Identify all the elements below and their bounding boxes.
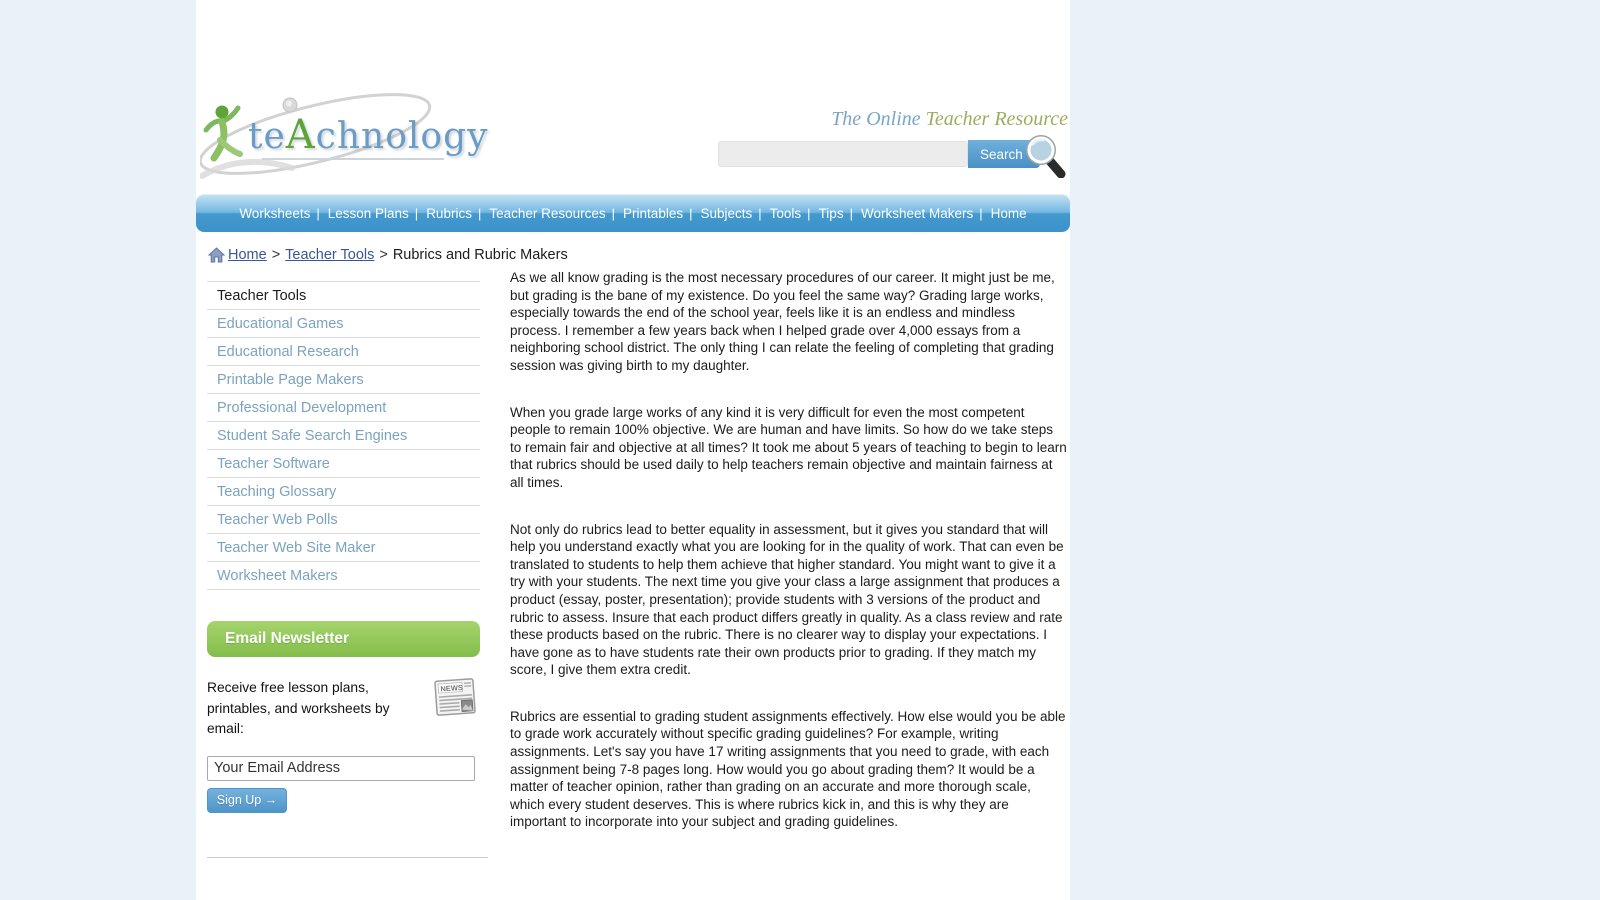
- newspaper-icon: [431, 674, 479, 720]
- newsletter-body: [207, 678, 480, 740]
- main-nav: [196, 194, 1070, 232]
- nav-separator: |: [414, 205, 419, 221]
- email-field[interactable]: [207, 756, 475, 781]
- sign-up-button[interactable]: Sign Up →: [207, 788, 287, 813]
- sidebar-link[interactable]: Printable Page Makers: [217, 372, 364, 388]
- header-right: [708, 108, 1068, 168]
- nav-item-subjects[interactable]: Subjects: [700, 205, 753, 221]
- breadcrumb-separator: >: [379, 247, 388, 263]
- sidebar-item-teacher-web-site-maker[interactable]: [207, 534, 480, 562]
- sidebar-item-teaching-glossary[interactable]: [207, 478, 480, 506]
- sidebar-link[interactable]: Student Safe Search Engines: [217, 428, 408, 444]
- sidebar-item-teacher-software[interactable]: [207, 450, 480, 478]
- sidebar-header-teacher-tools: Teacher Tools: [207, 282, 480, 310]
- nav-item-teacher-resources[interactable]: Teacher Resources: [489, 205, 606, 221]
- newsletter-description: Receive free lesson plans, printables, and worksheets by email:: [207, 680, 390, 736]
- breadcrumb-section-link[interactable]: Teacher Tools: [285, 247, 375, 263]
- sidebar-item-student-safe-search-engines[interactable]: [207, 422, 480, 450]
- sidebar-link[interactable]: Teaching Glossary: [217, 484, 337, 500]
- nav-separator: |: [477, 205, 482, 221]
- site-header: [196, 0, 1070, 194]
- breadcrumb-separator: >: [271, 247, 281, 263]
- nav-item-lesson-plans[interactable]: Lesson Plans: [327, 205, 409, 221]
- search-input[interactable]: [718, 141, 968, 167]
- sidebar-item-teacher-web-polls[interactable]: [207, 506, 480, 534]
- sidebar: [207, 268, 480, 860]
- sidebar-link[interactable]: Teacher Web Site Maker: [217, 540, 376, 556]
- sidebar-link[interactable]: Educational Games: [217, 316, 344, 332]
- article-paragraph: When you grade large works of any kind it is very difficult for even the most competent people to remain 100% objective. We are human and have limits. So how do we take steps to remain fair and objective at all times? It took me about 5 years of teaching to begin to learn that rubrics should be used daily to help teachers remain objective and maintain fairness at all times.: [510, 404, 1067, 490]
- sidebar-link[interactable]: Worksheet Makers: [217, 568, 338, 584]
- breadcrumb-home-link[interactable]: Home: [228, 247, 267, 263]
- svg-text:NEWS: NEWS: [440, 682, 464, 694]
- sidebar-link[interactable]: Professional Development: [217, 400, 387, 416]
- nav-separator: |: [316, 205, 320, 221]
- nav-item-worksheet-makers[interactable]: Worksheet Makers: [860, 205, 974, 221]
- search-bar: [708, 140, 1040, 168]
- nav-item-worksheets[interactable]: Worksheets: [239, 205, 311, 221]
- sidebar-nav-list: [207, 281, 480, 590]
- article-content: [510, 268, 1068, 860]
- nav-separator: |: [689, 205, 693, 221]
- sidebar-link[interactable]: Teacher Software: [217, 456, 330, 472]
- sidebar-item-educational-research[interactable]: [207, 338, 480, 366]
- nav-item-tips[interactable]: Tips: [818, 205, 844, 221]
- sidebar-item-worksheet-makers[interactable]: [207, 562, 480, 590]
- nav-separator: |: [849, 205, 853, 221]
- site-tagline: The Online Teacher Resource: [831, 108, 1068, 130]
- nav-separator: |: [611, 205, 616, 221]
- breadcrumb: [196, 232, 1070, 268]
- sidebar-link[interactable]: Teacher Web Polls: [217, 512, 338, 528]
- nav-separator: |: [807, 205, 811, 221]
- home-icon[interactable]: [208, 247, 225, 263]
- article-paragraph: Rubrics are essential to grading student assignments effectively. How else would you be able to grade work accurately without specific grading guidelines? For example, writing assignments. Let's say you have 17 writing assignments that you need to grade, with each assignment being 7-8 pages long. How would you go about grading them? It would be a matter of teacher opinion, rather than grading on an accurate and more thorough scale, which every student deserves. This is where rubrics kick in, and this is why they are important to incorporate into your subject and grading guidelines.: [510, 708, 1066, 830]
- page-container: [196, 0, 1070, 900]
- nav-separator: |: [758, 205, 762, 221]
- logo-wordmark: teAchnology: [248, 112, 489, 158]
- nav-item-home[interactable]: Home: [990, 205, 1027, 221]
- sidebar-link[interactable]: Educational Research: [217, 344, 359, 360]
- sidebar-divider: [207, 857, 488, 858]
- search-button[interactable]: Search: [968, 140, 1040, 168]
- sidebar-item-educational-games[interactable]: [207, 310, 480, 338]
- breadcrumb-current-page: Rubrics and Rubric Makers: [392, 247, 568, 263]
- newsletter-title: Email Newsletter: [207, 621, 480, 657]
- nav-separator: |: [979, 205, 983, 221]
- content-columns: [196, 268, 1070, 860]
- email-newsletter-box: [207, 621, 480, 858]
- article-paragraph: As we all know grading is the most necessary procedures of our career. It might just be me, but grading is the bane of my existence. Do you feel the same way? Grading large works, especially towards the end of the school year, feels like it is an endless and mindless process. I remember a few years back when I helped grade over 4,000 essays from a neighboring school district. The only thing I can relate the feeling of completing that grading session was giving birth to my daughter.: [510, 270, 1055, 373]
- sidebar-item-professional-development[interactable]: [207, 394, 480, 422]
- nav-item-rubrics[interactable]: Rubrics: [426, 205, 472, 221]
- sidebar-item-printable-page-makers[interactable]: [207, 366, 480, 394]
- logo-underline: [262, 158, 444, 160]
- nav-item-printables[interactable]: Printables: [623, 205, 684, 221]
- site-logo[interactable]: [200, 90, 489, 182]
- magnifier-icon: [1020, 130, 1066, 178]
- article-paragraph: Not only do rubrics lead to better equality in assessment, but it gives you standard that will help you understand exactly what you are looking for in the quality of work. That can even be translated to students to help them achieve that higher standard. You might want to give it a try with your students. The next time you give your class a large assignment that produces a product (essay, poster, presentation); provide students with 3 versions of the product and rubric to assess. Insure that each product differs greatly in quality. As a class review and rate these products based on the rubric. There is no clearer way to display your expectations. I have gone as to have students rate their own products prior to grading. If they match my score, I give them extra credit.: [510, 521, 1064, 678]
- nav-item-tools[interactable]: Tools: [769, 205, 802, 221]
